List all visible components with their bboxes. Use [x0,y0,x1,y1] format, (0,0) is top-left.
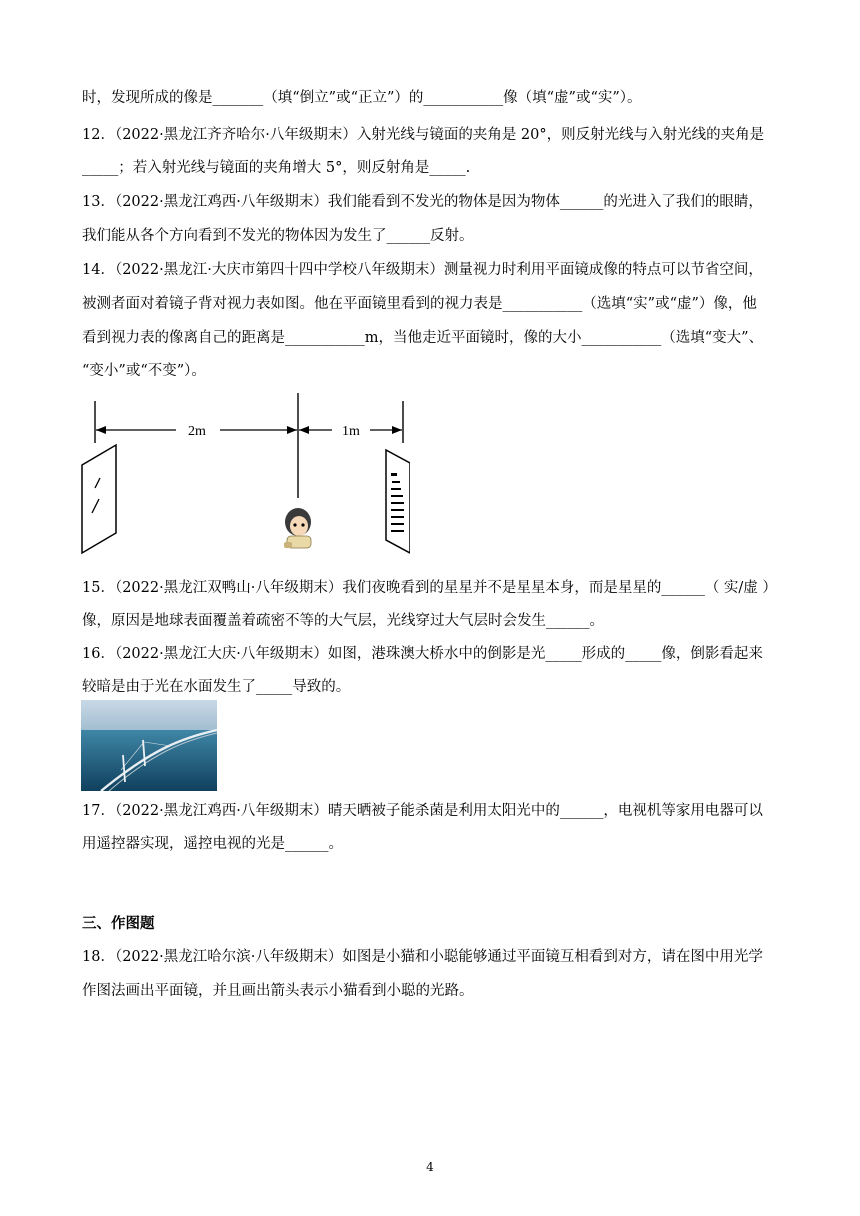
line-q14-a: 14．（2022·黑龙江·大庆市第四十四中学校八年级期末）测量视力时利用平面镜成像的特点可以节省空间， [82,262,763,278]
dimension-label-1m: 1m [342,424,360,439]
line-q16-a: 16．（2022·黑龙江大庆·八年级期末）如图，港珠澳大桥水中的倒影是光_____形成的_____像，倒影看起来 [82,646,763,662]
page-number: 4 [426,1160,434,1174]
figure-bridge-photo [81,700,217,791]
line-q17-b: 用遥控器实现，遥控电视的光是______。 [82,836,343,852]
line-q15-a: 15．（2022·黑龙江双鸭山·八年级期末）我们夜晚看到的星星并不是星星本身，而是星星的______（ 实/虚 ） [82,580,777,596]
line-q11-cont: 时，发现所成的像是_______（填“倒立”或“正立”）的___________像（填“虚”或“实”）。 [82,90,642,106]
plane-mirror [82,445,116,553]
line-q18-b: 作图法画出平面镜，并且画出箭头表示小猫看到小聪的光路。 [82,983,474,999]
line-q14-d: “变小”或“不变”）。 [82,363,206,379]
line-q13-a: 13．（2022·黑龙江鸡西·八年级期末）我们能看到不发光的物体是因为物体______的光进入了我们的眼睛， [82,194,763,210]
line-q14-b: 被测者面对着镜子背对视力表如图。他在平面镜里看到的视力表是___________（选填“实”或“虚”）像，他 [82,296,757,312]
line-q17-a: 17．（2022·黑龙江鸡西·八年级期末）晴天晒被子能杀菌是利用太阳光中的______，电视机等家用电器可以 [82,803,763,819]
line-q14-c: 看到视力表的像离自己的距离是___________m，当他走近平面镜时，像的大小___________（选填“变大”、 [82,330,764,346]
person-figure [284,508,311,548]
line-q18-a: 18．（2022·黑龙江哈尔滨·八年级期末）如图是小猫和小聪能够通过平面镜互相看到对方，请在图中用光学 [82,949,763,965]
section-title: 三、作图题 [82,916,155,932]
line-q16-b: 较暗是由于光在水面发生了_____导致的。 [82,679,351,695]
line-q12-b: _____；若入射光线与镜面的夹角增大 5°，则反射角是_____. [82,160,471,176]
eye-chart [386,450,410,553]
line-q12-a: 12．（2022·黑龙江齐齐哈尔·八年级期末）入射光线与镜面的夹角是 20°，则反射光线与入射光线的夹角是 [82,127,765,143]
line-q13-b: 我们能从各个方向看到不发光的物体因为发生了______反射。 [82,228,474,244]
figure-eye-test-diagram [80,393,410,555]
dimension-label-2m: 2m [188,424,206,439]
line-q15-b: 像，原因是地球表面覆盖着疏密不等的大气层，光线穿过大气层时会发生______。 [82,613,604,629]
